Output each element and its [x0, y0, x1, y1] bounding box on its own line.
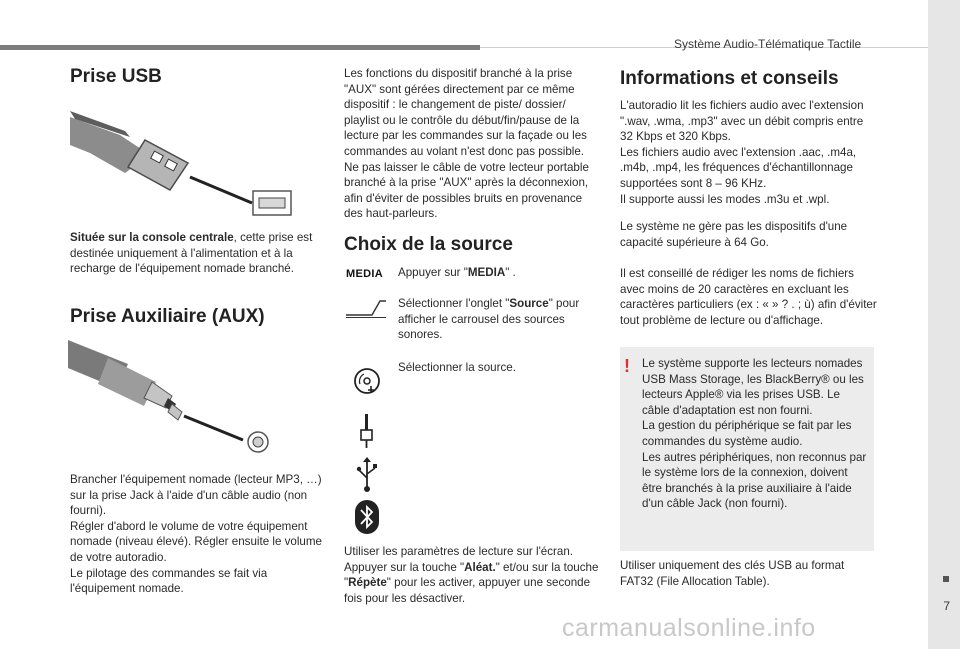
shuffle-key: Aléat. — [464, 560, 496, 574]
page-number: 7 — [943, 599, 950, 613]
cd-icon — [352, 366, 382, 396]
usb-description — [70, 230, 322, 277]
usb-description-text: , cette prise est destinée uniquement à l'alimentation et à la recharge de l'équipement nomade branché. — [70, 231, 313, 276]
media-button-icon: MEDIA — [346, 268, 383, 280]
source-title: Choix de la source — [344, 234, 513, 255]
page-sidebar — [928, 0, 960, 649]
aux-line-2: Régler d'abord le volume de votre équipement nomade (niveau élevé). Régler ensuite le volume de votre autoradio. — [70, 519, 322, 564]
usb-icon — [353, 456, 381, 494]
warning-icon: ! — [624, 356, 630, 376]
info-title: Informations et conseils — [620, 68, 839, 89]
usb-location: Située sur la console centrale — [70, 231, 234, 244]
header-bar — [0, 45, 480, 50]
step-select-source: Sélectionner la source. — [398, 361, 516, 374]
tab-icon — [344, 297, 388, 319]
aux-functions-text: Les fonctions du dispositif branché à la prise "AUX" sont gérées directement par ce même dispositif : le changement de piste/ dossier/ playlist ou le contrôle du début/fin/pause de la lecture par les commandes sur la façade ou les commandes au volant n'est donc pas possible. Ne pas laisser le câble de votre lecteur portable branché à la prise "AUX" après la déconnexion, afin d'éviter de possibles bruits en provenance des haut-parleurs. — [344, 67, 589, 221]
header-title: Système Audio-Télématique Tactile — [674, 37, 862, 51]
note-text: Le système supporte les lecteurs nomades USB Mass Storage, les BlackBerry® ou les lecteurs Apple® via les prises USB. Le câble d'adaptation est non fourni. La gestion du périphérique se fait par les commandes du système audio. Les autres périphériques, non reconnus par le système lors de la connexion, doivent être branchés à la prise auxiliaire à l'aide d'un câble Jack (non fourni). — [642, 357, 867, 511]
jack-icon — [356, 412, 378, 450]
aux-instructions — [70, 472, 322, 597]
info-filenames: Il est conseillé de rédiger les noms de fichiers avec moins de 20 caractères en excluant les caractères particuliers (ex : « » ? . ; ù) afin d'éviter tout problème de lecture ou d'affichage. — [620, 267, 877, 327]
info-formats: L'autoradio lit les fichiers audio avec l'extension ".wav, .wma, .mp3" avec un débit compris entre 32 Kbps et 320 Kbps. Les fichiers audio avec l'extension .aac, .m4a, .m4b, .mp4, les fréquences d'échantillonnage supportées sont 8 – 96 KHz. Il supporte aussi les modes .m3u et .wpl. — [620, 99, 864, 206]
usb-title: Prise USB — [70, 66, 162, 87]
info-usb-format: Utiliser uniquement des clés USB au format FAT32 (File Allocation Table). — [620, 559, 845, 588]
jack-plug-icon — [68, 338, 278, 458]
repeat-key: Répète — [348, 576, 387, 590]
bluetooth-icon — [354, 499, 380, 535]
info-capacity: Le système ne gère pas les dispositifs d'une capacité supérieure à 64 Go. — [620, 220, 848, 249]
watermark: carmanualsonline.info — [562, 614, 816, 642]
usb-plug-icon — [70, 95, 300, 220]
aux-title: Prise Auxiliaire (AUX) — [70, 306, 265, 327]
page-marker — [943, 576, 949, 582]
step-select-source-tab: Sélectionner l'onglet "Source" pour afficher le carrousel des sources sonores. — [398, 297, 580, 342]
aux-line-3: Le pilotage des commandes se fait via l'équipement nomade. — [70, 566, 268, 596]
playback-settings-text: Utiliser les paramètres de lecture sur l'écran. Appuyer sur la touche "Aléat." et/ou sur la touche "Répète" pour les activer, appuyer une seconde fois pour les désactiver. — [344, 545, 599, 605]
aux-line-1: Brancher l'équipement nomade (lecteur MP3, …) sur la prise Jack à l'aide d'un câble audio (non fourni). — [70, 473, 322, 518]
step-press-media: Appuyer sur "MEDIA" . — [398, 266, 516, 279]
